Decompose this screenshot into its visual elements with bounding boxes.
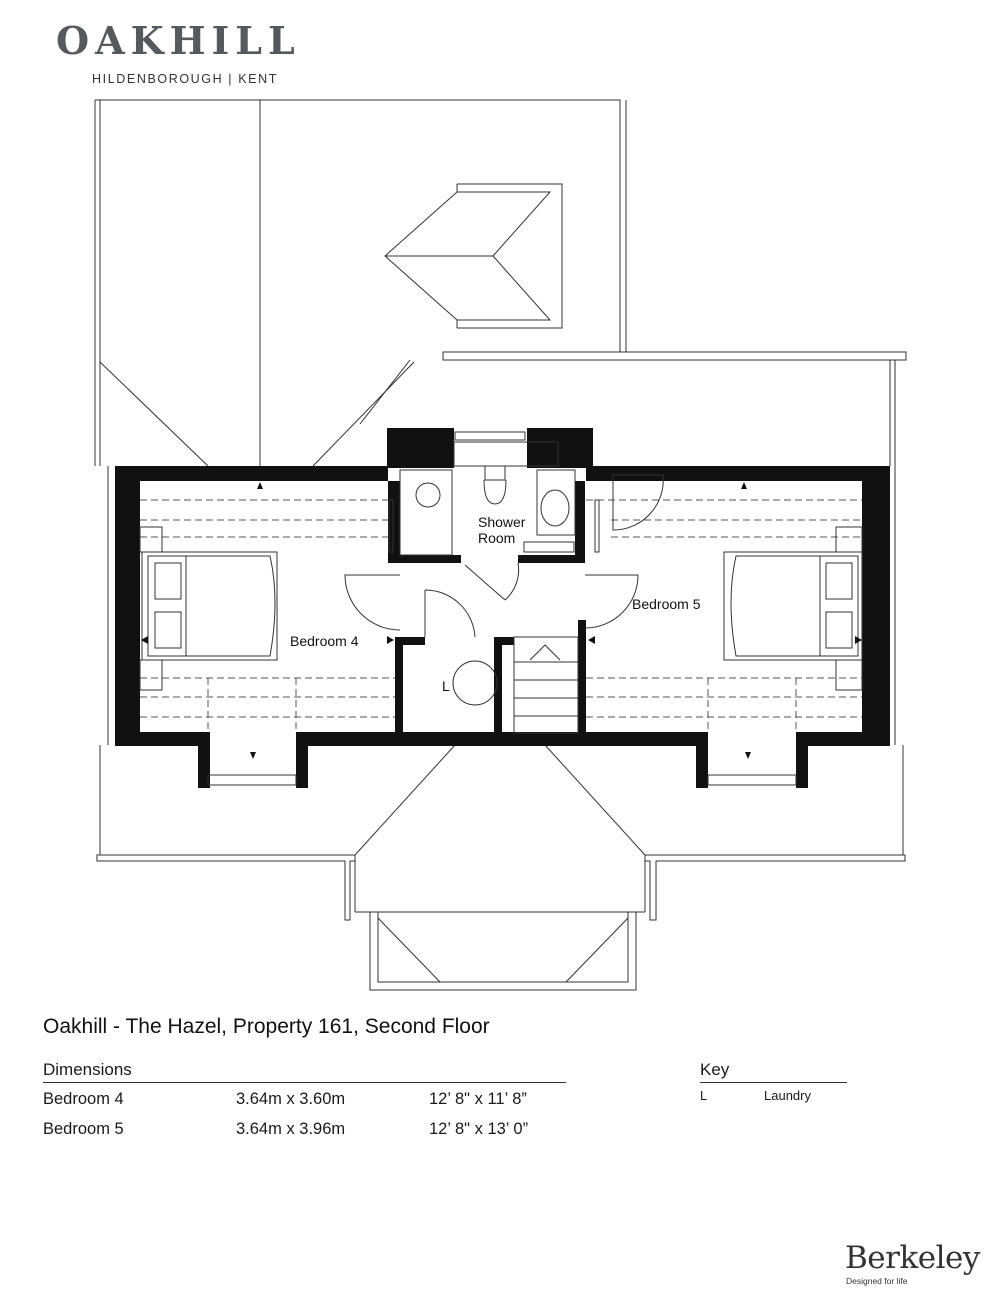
bed-bedroom-5 — [724, 552, 862, 660]
dimension-metric: 3.64m x 3.60m — [236, 1090, 346, 1108]
stairs — [514, 637, 578, 733]
key-label: Laundry — [764, 1088, 811, 1103]
roof-lower — [97, 745, 905, 920]
bed-bedroom-4 — [142, 552, 277, 660]
roof-upper — [95, 100, 626, 466]
brand-location: HILDENBOROUGH | KENT — [92, 72, 278, 86]
key-heading: Key — [700, 1060, 730, 1079]
room-label-laundry: L — [442, 678, 450, 694]
laundry-appliance — [453, 661, 497, 705]
roof-hip-left — [100, 362, 414, 466]
property-title: Oakhill - The Hazel, Property 161, Second Floor — [43, 1015, 490, 1038]
dimensions-divider — [43, 1082, 566, 1083]
key-item — [700, 1088, 860, 1106]
dimension-imperial: 12’ 8" x 13’ 0” — [429, 1120, 529, 1138]
roof-lower-hips — [100, 745, 645, 912]
dimension-row — [43, 1120, 603, 1142]
key-code: L — [700, 1088, 708, 1103]
berkeley-tagline: Designed for life — [846, 1276, 908, 1286]
roof-dormer — [385, 184, 562, 328]
brand-logo: OAKHILL — [56, 18, 301, 63]
room-label-shower-1: Shower — [478, 514, 526, 530]
berkeley-logo: Berkeley — [845, 1240, 980, 1276]
room-label-bedroom-5: Bedroom 5 — [632, 596, 701, 612]
dimension-imperial: 12’ 8" x 11’ 8” — [429, 1090, 527, 1108]
front-gable — [370, 912, 636, 990]
key-divider — [700, 1082, 847, 1083]
roof-ridge — [443, 352, 906, 360]
dimensions-heading: Dimensions — [43, 1060, 132, 1079]
room-label-shower-2: Room — [478, 530, 516, 546]
dimension-room: Bedroom 4 — [43, 1090, 124, 1108]
walls — [115, 428, 890, 788]
room-label-bedroom-4: Bedroom 4 — [290, 633, 359, 649]
dimension-room: Bedroom 5 — [43, 1120, 124, 1138]
dimension-row — [43, 1090, 603, 1112]
dimension-metric: 3.64m x 3.96m — [236, 1120, 346, 1138]
